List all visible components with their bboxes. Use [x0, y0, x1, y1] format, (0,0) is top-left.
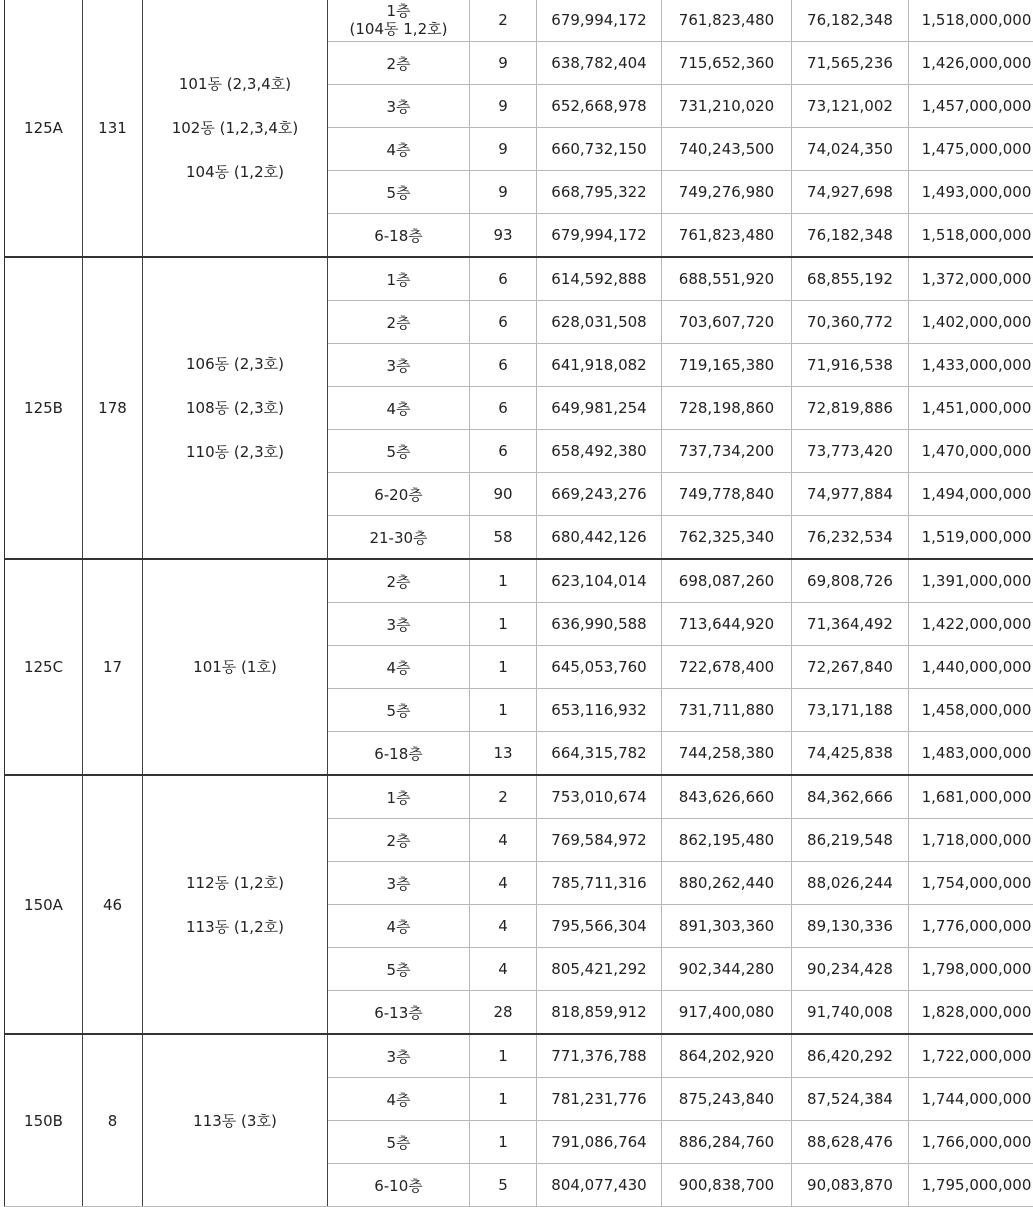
price-col2-cell: 688,551,920 — [662, 257, 792, 301]
floor-cell: 5층 — [328, 1121, 470, 1164]
floor-cell — [328, 0, 470, 42]
price-col3-cell: 86,219,548 — [792, 819, 909, 862]
price-col3-cell: 88,026,244 — [792, 862, 909, 905]
building-list-cell — [143, 257, 328, 559]
household-count-cell: 1 — [470, 1078, 537, 1121]
price-col3-cell: 71,565,236 — [792, 42, 909, 85]
price-col3-cell: 76,232,534 — [792, 516, 909, 560]
price-col2-cell: 902,344,280 — [662, 948, 792, 991]
price-table — [4, 0, 1033, 1207]
building-label: 108동 (2,3호) — [143, 386, 327, 430]
price-col1-cell: 649,981,254 — [537, 387, 662, 430]
price-col2-cell: 719,165,380 — [662, 344, 792, 387]
price-col1-cell: 804,077,430 — [537, 1164, 662, 1207]
total-price-cell: 1,795,000,000 — [909, 1164, 1033, 1207]
household-count-cell: 4 — [470, 819, 537, 862]
price-col1-cell: 791,086,764 — [537, 1121, 662, 1164]
price-col2-cell: 731,711,880 — [662, 689, 792, 732]
price-col1-cell: 638,782,404 — [537, 42, 662, 85]
price-col1-cell: 623,104,014 — [537, 559, 662, 603]
building-list-cell — [143, 0, 328, 257]
price-col1-cell: 645,053,760 — [537, 646, 662, 689]
floor-cell: 5층 — [328, 430, 470, 473]
price-col3-cell: 76,182,348 — [792, 214, 909, 258]
household-count-cell: 58 — [470, 516, 537, 560]
total-price-cell: 1,828,000,000 — [909, 991, 1033, 1035]
total-price-cell: 1,494,000,000 — [909, 473, 1033, 516]
price-col3-cell: 90,234,428 — [792, 948, 909, 991]
total-price-cell: 1,451,000,000 — [909, 387, 1033, 430]
price-col1-cell: 653,116,932 — [537, 689, 662, 732]
household-count-cell: 9 — [470, 85, 537, 128]
price-col3-cell: 74,927,698 — [792, 171, 909, 214]
unit-count-cell: 131 — [83, 0, 143, 257]
total-price-cell: 1,426,000,000 — [909, 42, 1033, 85]
table-row — [5, 1034, 1033, 1078]
floor-cell: 1층 — [328, 257, 470, 301]
table-row — [5, 0, 1033, 42]
price-col1-cell: 753,010,674 — [537, 775, 662, 819]
household-count-cell: 28 — [470, 991, 537, 1035]
price-col2-cell: 880,262,440 — [662, 862, 792, 905]
price-col1-cell: 614,592,888 — [537, 257, 662, 301]
household-count-cell: 1 — [470, 689, 537, 732]
unit-count-cell: 46 — [83, 775, 143, 1034]
household-count-cell: 9 — [470, 128, 537, 171]
price-col3-cell: 88,628,476 — [792, 1121, 909, 1164]
price-col3-cell: 69,808,726 — [792, 559, 909, 603]
unit-type-cell: 150A — [5, 775, 83, 1034]
price-col1-cell: 628,031,508 — [537, 301, 662, 344]
total-price-cell: 1,422,000,000 — [909, 603, 1033, 646]
total-price-cell: 1,518,000,000 — [909, 0, 1033, 42]
building-label: 113동 (1,2호) — [143, 905, 327, 949]
price-col1-cell: 636,990,588 — [537, 603, 662, 646]
price-col2-cell: 703,607,720 — [662, 301, 792, 344]
floor-cell: 4층 — [328, 1078, 470, 1121]
floor-cell: 4층 — [328, 387, 470, 430]
price-col2-cell: 722,678,400 — [662, 646, 792, 689]
total-price-cell: 1,776,000,000 — [909, 905, 1033, 948]
price-col1-cell: 641,918,082 — [537, 344, 662, 387]
total-price-cell: 1,457,000,000 — [909, 85, 1033, 128]
total-price-cell: 1,458,000,000 — [909, 689, 1033, 732]
floor-cell: 6-20층 — [328, 473, 470, 516]
price-col3-cell: 73,171,188 — [792, 689, 909, 732]
floor-cell: 2층 — [328, 819, 470, 862]
household-count-cell: 1 — [470, 559, 537, 603]
price-col2-cell: 864,202,920 — [662, 1034, 792, 1078]
building-list-cell — [143, 1034, 328, 1207]
floor-label: 1층 — [328, 2, 469, 20]
building-label: 101동 (2,3,4호) — [143, 62, 327, 106]
floor-cell: 2층 — [328, 42, 470, 85]
household-count-cell: 2 — [470, 775, 537, 819]
total-price-cell: 1,744,000,000 — [909, 1078, 1033, 1121]
price-col3-cell: 89,130,336 — [792, 905, 909, 948]
price-col3-cell: 68,855,192 — [792, 257, 909, 301]
price-col2-cell: 862,195,480 — [662, 819, 792, 862]
total-price-cell: 1,483,000,000 — [909, 732, 1033, 776]
price-col1-cell: 805,421,292 — [537, 948, 662, 991]
total-price-cell: 1,493,000,000 — [909, 171, 1033, 214]
price-col2-cell: 843,626,660 — [662, 775, 792, 819]
household-count-cell: 1 — [470, 1121, 537, 1164]
price-col1-cell: 660,732,150 — [537, 128, 662, 171]
household-count-cell: 9 — [470, 42, 537, 85]
household-count-cell: 9 — [470, 171, 537, 214]
floor-cell: 2층 — [328, 559, 470, 603]
floor-cell: 6-18층 — [328, 214, 470, 258]
price-col2-cell: 737,734,200 — [662, 430, 792, 473]
price-col1-cell: 769,584,972 — [537, 819, 662, 862]
price-col2-cell: 728,198,860 — [662, 387, 792, 430]
price-col1-cell: 668,795,322 — [537, 171, 662, 214]
price-col1-cell: 652,668,978 — [537, 85, 662, 128]
price-col3-cell: 71,916,538 — [792, 344, 909, 387]
total-price-cell: 1,798,000,000 — [909, 948, 1033, 991]
floor-cell: 6-13층 — [328, 991, 470, 1035]
building-label: 113동 (3호) — [143, 1099, 327, 1143]
building-label: 104동 (1,2호) — [143, 150, 327, 194]
price-col3-cell: 74,977,884 — [792, 473, 909, 516]
household-count-cell: 6 — [470, 344, 537, 387]
price-col2-cell: 891,303,360 — [662, 905, 792, 948]
price-col3-cell: 84,362,666 — [792, 775, 909, 819]
price-col1-cell: 664,315,782 — [537, 732, 662, 776]
floor-note: (104동 1,2호) — [328, 20, 469, 38]
household-count-cell: 1 — [470, 646, 537, 689]
building-label: 110동 (2,3호) — [143, 430, 327, 474]
price-col1-cell: 771,376,788 — [537, 1034, 662, 1078]
household-count-cell: 4 — [470, 948, 537, 991]
price-col2-cell: 731,210,020 — [662, 85, 792, 128]
total-price-cell: 1,718,000,000 — [909, 819, 1033, 862]
floor-cell: 5층 — [328, 948, 470, 991]
total-price-cell: 1,440,000,000 — [909, 646, 1033, 689]
building-label: 101동 (1호) — [143, 645, 327, 689]
price-col2-cell: 875,243,840 — [662, 1078, 792, 1121]
unit-type-cell: 125A — [5, 0, 83, 257]
household-count-cell: 4 — [470, 862, 537, 905]
floor-cell: 5층 — [328, 171, 470, 214]
price-col2-cell: 749,276,980 — [662, 171, 792, 214]
total-price-cell: 1,766,000,000 — [909, 1121, 1033, 1164]
price-col2-cell: 917,400,080 — [662, 991, 792, 1035]
price-col2-cell: 749,778,840 — [662, 473, 792, 516]
household-count-cell: 4 — [470, 905, 537, 948]
building-list-cell — [143, 775, 328, 1034]
floor-cell: 4층 — [328, 128, 470, 171]
floor-cell: 3층 — [328, 1034, 470, 1078]
table-row — [5, 559, 1033, 603]
price-col2-cell: 761,823,480 — [662, 0, 792, 42]
floor-cell: 3층 — [328, 603, 470, 646]
price-table-body — [5, 0, 1033, 1207]
total-price-cell: 1,681,000,000 — [909, 775, 1033, 819]
price-col1-cell: 680,442,126 — [537, 516, 662, 560]
total-price-cell: 1,391,000,000 — [909, 559, 1033, 603]
price-col2-cell: 886,284,760 — [662, 1121, 792, 1164]
price-col3-cell: 87,524,384 — [792, 1078, 909, 1121]
price-col1-cell: 679,994,172 — [537, 0, 662, 42]
floor-cell: 6-10층 — [328, 1164, 470, 1207]
total-price-cell: 1,372,000,000 — [909, 257, 1033, 301]
price-col3-cell: 74,425,838 — [792, 732, 909, 776]
price-col3-cell: 70,360,772 — [792, 301, 909, 344]
table-row — [5, 257, 1033, 301]
price-col2-cell: 715,652,360 — [662, 42, 792, 85]
household-count-cell: 6 — [470, 257, 537, 301]
price-col3-cell: 72,819,886 — [792, 387, 909, 430]
household-count-cell: 6 — [470, 301, 537, 344]
household-count-cell: 90 — [470, 473, 537, 516]
price-col3-cell: 73,121,002 — [792, 85, 909, 128]
floor-cell: 5층 — [328, 689, 470, 732]
price-col3-cell: 91,740,008 — [792, 991, 909, 1035]
price-col3-cell: 72,267,840 — [792, 646, 909, 689]
unit-count-cell: 178 — [83, 257, 143, 559]
price-col2-cell: 762,325,340 — [662, 516, 792, 560]
unit-count-cell: 17 — [83, 559, 143, 775]
price-col1-cell: 785,711,316 — [537, 862, 662, 905]
total-price-cell: 1,518,000,000 — [909, 214, 1033, 258]
unit-count-cell: 8 — [83, 1034, 143, 1207]
household-count-cell: 6 — [470, 387, 537, 430]
price-col1-cell: 818,859,912 — [537, 991, 662, 1035]
household-count-cell: 13 — [470, 732, 537, 776]
unit-type-cell: 125B — [5, 257, 83, 559]
household-count-cell: 5 — [470, 1164, 537, 1207]
household-count-cell: 93 — [470, 214, 537, 258]
price-col1-cell: 795,566,304 — [537, 905, 662, 948]
total-price-cell: 1,470,000,000 — [909, 430, 1033, 473]
floor-cell: 4층 — [328, 905, 470, 948]
price-col1-cell: 658,492,380 — [537, 430, 662, 473]
price-col3-cell: 76,182,348 — [792, 0, 909, 42]
unit-type-cell: 125C — [5, 559, 83, 775]
price-col2-cell: 713,644,920 — [662, 603, 792, 646]
price-col1-cell: 781,231,776 — [537, 1078, 662, 1121]
building-label: 102동 (1,2,3,4호) — [143, 106, 327, 150]
household-count-cell: 1 — [470, 603, 537, 646]
price-col2-cell: 900,838,700 — [662, 1164, 792, 1207]
household-count-cell: 2 — [470, 0, 537, 42]
price-col2-cell: 761,823,480 — [662, 214, 792, 258]
price-col2-cell: 698,087,260 — [662, 559, 792, 603]
floor-cell: 3층 — [328, 862, 470, 905]
building-label: 112동 (1,2호) — [143, 861, 327, 905]
price-col3-cell: 74,024,350 — [792, 128, 909, 171]
price-col1-cell: 669,243,276 — [537, 473, 662, 516]
building-list-cell — [143, 559, 328, 775]
price-col3-cell: 73,773,420 — [792, 430, 909, 473]
price-col1-cell: 679,994,172 — [537, 214, 662, 258]
total-price-cell: 1,433,000,000 — [909, 344, 1033, 387]
total-price-cell: 1,722,000,000 — [909, 1034, 1033, 1078]
floor-cell: 21-30층 — [328, 516, 470, 560]
building-label: 106동 (2,3호) — [143, 342, 327, 386]
total-price-cell: 1,475,000,000 — [909, 128, 1033, 171]
floor-cell: 6-18층 — [328, 732, 470, 776]
household-count-cell: 6 — [470, 430, 537, 473]
total-price-cell: 1,402,000,000 — [909, 301, 1033, 344]
floor-cell: 2층 — [328, 301, 470, 344]
table-row — [5, 775, 1033, 819]
price-col3-cell: 90,083,870 — [792, 1164, 909, 1207]
household-count-cell: 1 — [470, 1034, 537, 1078]
price-col3-cell: 71,364,492 — [792, 603, 909, 646]
price-col3-cell: 86,420,292 — [792, 1034, 909, 1078]
floor-cell: 4층 — [328, 646, 470, 689]
floor-cell: 3층 — [328, 344, 470, 387]
total-price-cell: 1,754,000,000 — [909, 862, 1033, 905]
price-col2-cell: 740,243,500 — [662, 128, 792, 171]
price-col2-cell: 744,258,380 — [662, 732, 792, 776]
unit-type-cell: 150B — [5, 1034, 83, 1207]
floor-cell: 3층 — [328, 85, 470, 128]
floor-cell: 1층 — [328, 775, 470, 819]
total-price-cell: 1,519,000,000 — [909, 516, 1033, 560]
